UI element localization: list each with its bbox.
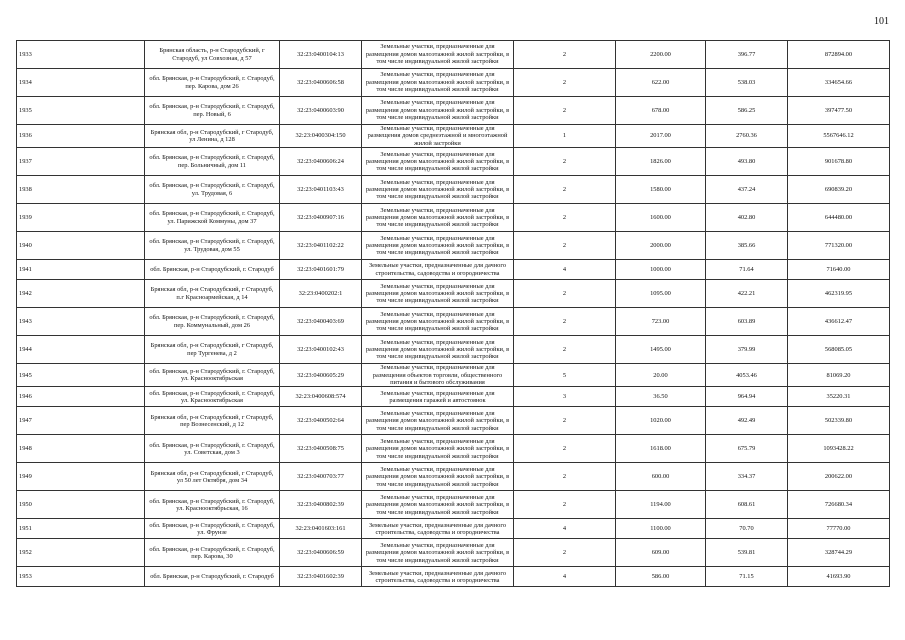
land-use-cell: Земельные участки, предназначенные для дачного строительства, садоводства и огородничества — [362, 260, 514, 280]
area-cell: 609.00 — [616, 539, 706, 567]
land-use-cell: Земельные участки, предназначенные для размещения домов малоэтажной жилой застройки, в том числе индивидуальной жилой застройки — [362, 336, 514, 364]
category-cell: 4 — [514, 260, 616, 280]
land-use-cell: Земельные участки, предназначенные для размещения домов малоэтажной жилой застройки, в том числе индивидуальной жилой застройки — [362, 232, 514, 260]
page-number: 101 — [874, 16, 889, 27]
cadastral-number-cell: 32:23:0400605:29 — [280, 364, 362, 387]
land-use-cell: Земельные участки, предназначенные для дачного строительства, садоводства и огородничества — [362, 519, 514, 539]
cadastral-value-cell: 81069.20 — [788, 364, 890, 387]
address-cell: обл. Брянская, р-н Стародубский, г. Стародуб — [145, 260, 280, 280]
land-registry-table — [16, 40, 890, 587]
row-number-cell: 1950 — [17, 491, 145, 519]
address-cell: обл. Брянская, р-н Стародубский, г. Стародуб, пер. Новый, 6 — [145, 97, 280, 125]
row-number-cell: 1942 — [17, 280, 145, 308]
address-cell: обл. Брянская, р-н Стародубский, г. Стародуб, ул. Краснооктябрьская, 16 — [145, 491, 280, 519]
row-number-cell: 1937 — [17, 148, 145, 176]
address-cell: обл. Брянская, р-н Стародубский, г. Стародуб, пер. Карова, 30 — [145, 539, 280, 567]
category-cell: 3 — [514, 387, 616, 407]
address-cell: обл. Брянская, р-н Стародубский, г. Стародуб, ул. Парижской Коммуны, дом 37 — [145, 204, 280, 232]
cadastral-value-cell: 200622.00 — [788, 463, 890, 491]
land-use-cell: Земельные участки, предназначенные для размещения гаражей и автостоянок — [362, 387, 514, 407]
category-cell: 5 — [514, 364, 616, 387]
category-cell: 2 — [514, 435, 616, 463]
cadastral-value-cell: 644480.00 — [788, 204, 890, 232]
category-cell: 4 — [514, 519, 616, 539]
address-cell: обл. Брянская, р-н Стародубский, г. Стародуб, ул. Трудовая, дом 55 — [145, 232, 280, 260]
table-row — [17, 260, 890, 280]
row-number-cell: 1940 — [17, 232, 145, 260]
cadastral-number-cell: 32:23:0400606:24 — [280, 148, 362, 176]
table-row — [17, 336, 890, 364]
address-cell: обл. Брянская, р-н Стародубский, г. Стародуб, ул. Краснооктябрьская — [145, 364, 280, 387]
table-row — [17, 364, 890, 387]
category-cell: 2 — [514, 407, 616, 435]
category-cell: 2 — [514, 97, 616, 125]
land-use-cell: Земельные участки, предназначенные для размещения домов малоэтажной жилой застройки, в том числе индивидуальной жилой застройки — [362, 280, 514, 308]
table-row — [17, 567, 890, 587]
row-number-cell: 1941 — [17, 260, 145, 280]
table-row — [17, 41, 890, 69]
category-cell: 2 — [514, 463, 616, 491]
row-number-cell: 1949 — [17, 463, 145, 491]
rate-cell: 379.99 — [706, 336, 788, 364]
rate-cell: 2760.36 — [706, 125, 788, 148]
land-use-cell: Земельные участки, предназначенные для размещения домов малоэтажной жилой застройки, в том числе индивидуальной жилой застройки — [362, 308, 514, 336]
rate-cell: 539.81 — [706, 539, 788, 567]
row-number-cell: 1953 — [17, 567, 145, 587]
cadastral-value-cell: 71640.00 — [788, 260, 890, 280]
cadastral-value-cell: 502339.80 — [788, 407, 890, 435]
address-cell: обл. Брянская, р-н Стародубский, г. Стародуб, пер. Коммунальный, дом 26 — [145, 308, 280, 336]
row-number-cell: 1952 — [17, 539, 145, 567]
land-use-cell: Земельные участки, предназначенные для размещения домов малоэтажной жилой застройки, в том числе индивидуальной жилой застройки — [362, 435, 514, 463]
rate-cell: 437.24 — [706, 176, 788, 204]
land-use-cell: Земельные участки, предназначенные для размещения домов малоэтажной жилой застройки, в том числе индивидуальной жилой застройки — [362, 176, 514, 204]
cadastral-number-cell: 32:23:0401102:22 — [280, 232, 362, 260]
cadastral-value-cell: 901678.80 — [788, 148, 890, 176]
row-number-cell: 1945 — [17, 364, 145, 387]
table-row — [17, 435, 890, 463]
cadastral-number-cell: 32:23:0400606:59 — [280, 539, 362, 567]
cadastral-number-cell: 32:23:0400606:58 — [280, 69, 362, 97]
cadastral-value-cell: 726680.34 — [788, 491, 890, 519]
row-number-cell: 1951 — [17, 519, 145, 539]
row-number-cell: 1943 — [17, 308, 145, 336]
cadastral-number-cell: 32:23:0400304:150 — [280, 125, 362, 148]
table-row — [17, 280, 890, 308]
area-cell: 1194.00 — [616, 491, 706, 519]
category-cell: 2 — [514, 148, 616, 176]
cadastral-number-cell: 32:23:0400508:75 — [280, 435, 362, 463]
area-cell: 723.00 — [616, 308, 706, 336]
cadastral-value-cell: 690839.20 — [788, 176, 890, 204]
table-body — [17, 41, 890, 587]
table-row — [17, 519, 890, 539]
table-row — [17, 232, 890, 260]
category-cell: 2 — [514, 336, 616, 364]
row-number-cell: 1933 — [17, 41, 145, 69]
table-row — [17, 69, 890, 97]
rate-cell: 538.03 — [706, 69, 788, 97]
row-number-cell: 1938 — [17, 176, 145, 204]
row-number-cell: 1946 — [17, 387, 145, 407]
rate-cell: 70.70 — [706, 519, 788, 539]
land-use-cell: Земельные участки, предназначенные для размещения домов малоэтажной жилой застройки, в том числе индивидуальной жилой застройки — [362, 69, 514, 97]
rate-cell: 608.61 — [706, 491, 788, 519]
area-cell: 622.00 — [616, 69, 706, 97]
table-row — [17, 387, 890, 407]
cadastral-number-cell: 32:23:0401602:39 — [280, 567, 362, 587]
cadastral-number-cell: 32:23:0401603:161 — [280, 519, 362, 539]
category-cell: 1 — [514, 125, 616, 148]
address-cell: Брянская область, р-н Стародубский, г Стародуб, ул Совхозная, д 57 — [145, 41, 280, 69]
land-use-cell: Земельные участки, предназначенные для размещения объектов торговли, общественного питания и бытового обслуживания — [362, 364, 514, 387]
cadastral-value-cell: 1093428.22 — [788, 435, 890, 463]
category-cell: 4 — [514, 567, 616, 587]
table-row — [17, 204, 890, 232]
cadastral-value-cell: 35220.31 — [788, 387, 890, 407]
area-cell: 1600.00 — [616, 204, 706, 232]
land-use-cell: Земельные участки, предназначенные для размещения домов малоэтажной жилой застройки, в том числе индивидуальной жилой застройки — [362, 463, 514, 491]
land-use-cell: Земельные участки, предназначенные для размещения домов малоэтажной жилой застройки, в том числе индивидуальной жилой застройки — [362, 41, 514, 69]
table-row — [17, 308, 890, 336]
cadastral-value-cell: 5567646.12 — [788, 125, 890, 148]
area-cell: 1495.00 — [616, 336, 706, 364]
address-cell: Брянская обл, р-н Стародубский, г Стародуб, пер Тургенева, д 2 — [145, 336, 280, 364]
cadastral-value-cell: 328744.29 — [788, 539, 890, 567]
rate-cell: 964.94 — [706, 387, 788, 407]
row-number-cell: 1944 — [17, 336, 145, 364]
category-cell: 2 — [514, 69, 616, 97]
land-use-cell: Земельные участки, предназначенные для размещения домов малоэтажной жилой застройки, в том числе индивидуальной жилой застройки — [362, 204, 514, 232]
rate-cell: 71.64 — [706, 260, 788, 280]
land-use-cell: Земельные участки, предназначенные для размещения домов малоэтажной жилой застройки, в том числе индивидуальной жилой застройки — [362, 97, 514, 125]
category-cell: 2 — [514, 41, 616, 69]
area-cell: 678.00 — [616, 97, 706, 125]
category-cell: 2 — [514, 539, 616, 567]
category-cell: 2 — [514, 204, 616, 232]
cadastral-value-cell: 568085.05 — [788, 336, 890, 364]
table-row — [17, 407, 890, 435]
cadastral-value-cell: 397477.50 — [788, 97, 890, 125]
land-use-cell: Земельные участки, предназначенные для размещения домов малоэтажной жилой застройки, в том числе индивидуальной жилой застройки — [362, 148, 514, 176]
category-cell: 2 — [514, 308, 616, 336]
rate-cell: 71.15 — [706, 567, 788, 587]
category-cell: 2 — [514, 280, 616, 308]
rate-cell: 334.37 — [706, 463, 788, 491]
rate-cell: 675.79 — [706, 435, 788, 463]
table-row — [17, 148, 890, 176]
rate-cell: 4053.46 — [706, 364, 788, 387]
row-number-cell: 1948 — [17, 435, 145, 463]
cadastral-number-cell: 32:23:0400703:77 — [280, 463, 362, 491]
land-use-cell: Земельные участки, предназначенные для размещения домов малоэтажной жилой застройки, в том числе индивидуальной жилой застройки — [362, 539, 514, 567]
address-cell: обл. Брянская, р-н Стародубский, г. Стародуб — [145, 567, 280, 587]
table-row — [17, 97, 890, 125]
cadastral-number-cell: 32:23:0400202:1 — [280, 280, 362, 308]
table-row — [17, 125, 890, 148]
area-cell: 2200.00 — [616, 41, 706, 69]
area-cell: 36.50 — [616, 387, 706, 407]
rate-cell: 402.80 — [706, 204, 788, 232]
area-cell: 1618.00 — [616, 435, 706, 463]
row-number-cell: 1936 — [17, 125, 145, 148]
rate-cell: 493.80 — [706, 148, 788, 176]
area-cell: 2000.00 — [616, 232, 706, 260]
category-cell: 2 — [514, 491, 616, 519]
cadastral-value-cell: 77770.00 — [788, 519, 890, 539]
cadastral-number-cell: 32:23:0401103:43 — [280, 176, 362, 204]
table-row — [17, 491, 890, 519]
table-row — [17, 176, 890, 204]
row-number-cell: 1947 — [17, 407, 145, 435]
area-cell: 2017.00 — [616, 125, 706, 148]
cadastral-value-cell: 334654.66 — [788, 69, 890, 97]
address-cell: Брянская обл, р-н Стародубский, г Стародуб, п.г Красноармейская, д 14 — [145, 280, 280, 308]
address-cell: Брянская обл, р-н Стародубский, г Стародуб, ул Ленина, д 128 — [145, 125, 280, 148]
cadastral-number-cell: 32:23:0400608:574 — [280, 387, 362, 407]
area-cell: 1020.00 — [616, 407, 706, 435]
land-use-cell: Земельные участки, предназначенные для размещения домов малоэтажной жилой застройки, в том числе индивидуальной жилой застройки — [362, 407, 514, 435]
address-cell: обл. Брянская, р-н Стародубский, г. Стародуб, пер. Больничный, дом 11 — [145, 148, 280, 176]
cadastral-number-cell: 32:23:0400104:13 — [280, 41, 362, 69]
table-row — [17, 539, 890, 567]
rate-cell: 492.49 — [706, 407, 788, 435]
area-cell: 1000.00 — [616, 260, 706, 280]
category-cell: 2 — [514, 232, 616, 260]
area-cell: 1100.00 — [616, 519, 706, 539]
land-use-cell: Земельные участки, предназначенные для дачного строительства, садоводства и огородничества — [362, 567, 514, 587]
rate-cell: 586.25 — [706, 97, 788, 125]
cadastral-number-cell: 32:23:0400907:16 — [280, 204, 362, 232]
cadastral-value-cell: 436612.47 — [788, 308, 890, 336]
area-cell: 586.00 — [616, 567, 706, 587]
row-number-cell: 1939 — [17, 204, 145, 232]
land-use-cell: Земельные участки, предназначенные для размещения домов среднеэтажной и многоэтажной жилой застройки — [362, 125, 514, 148]
address-cell: обл. Брянская, р-н Стародубский, г. Стародуб, ул. Трудовая, 6 — [145, 176, 280, 204]
address-cell: Брянская обл, р-н Стародубский, г Стародуб, ул 50 лет Октября, дом 34 — [145, 463, 280, 491]
cadastral-value-cell: 462319.95 — [788, 280, 890, 308]
area-cell: 20.00 — [616, 364, 706, 387]
cadastral-number-cell: 32:23:0400102:43 — [280, 336, 362, 364]
cadastral-value-cell: 41693.90 — [788, 567, 890, 587]
category-cell: 2 — [514, 176, 616, 204]
rate-cell: 422.21 — [706, 280, 788, 308]
cadastral-number-cell: 32:23:0400403:69 — [280, 308, 362, 336]
table-row — [17, 463, 890, 491]
cadastral-number-cell: 32:23:0400603:90 — [280, 97, 362, 125]
row-number-cell: 1935 — [17, 97, 145, 125]
cadastral-value-cell: 771320.00 — [788, 232, 890, 260]
address-cell: обл. Брянская, р-н Стародубский, г. Стародуб, ул. Советская, дом 3 — [145, 435, 280, 463]
cadastral-value-cell: 872894.00 — [788, 41, 890, 69]
rate-cell: 603.89 — [706, 308, 788, 336]
address-cell: Брянская обл, р-н Стародубский, г Стародуб, пер Вознесенский, д 12 — [145, 407, 280, 435]
area-cell: 1580.00 — [616, 176, 706, 204]
cadastral-number-cell: 32:23:0400802:39 — [280, 491, 362, 519]
land-use-cell: Земельные участки, предназначенные для размещения домов малоэтажной жилой застройки, в том числе индивидуальной жилой застройки — [362, 491, 514, 519]
cadastral-number-cell: 32:23:0401601:79 — [280, 260, 362, 280]
area-cell: 1095.00 — [616, 280, 706, 308]
area-cell: 1826.00 — [616, 148, 706, 176]
address-cell: обл. Брянская, р-н Стародубский, г. Стародуб, пер. Карова, дом 26 — [145, 69, 280, 97]
row-number-cell: 1934 — [17, 69, 145, 97]
area-cell: 600.00 — [616, 463, 706, 491]
rate-cell: 385.66 — [706, 232, 788, 260]
address-cell: обл. Брянская, р-н Стародубский, г. Стародуб, ул. Краснооктябрьская — [145, 387, 280, 407]
address-cell: обл. Брянская, р-н Стародубский, г. Стародуб, ул. Фрунзе — [145, 519, 280, 539]
rate-cell: 396.77 — [706, 41, 788, 69]
cadastral-number-cell: 32:23:0400502:64 — [280, 407, 362, 435]
